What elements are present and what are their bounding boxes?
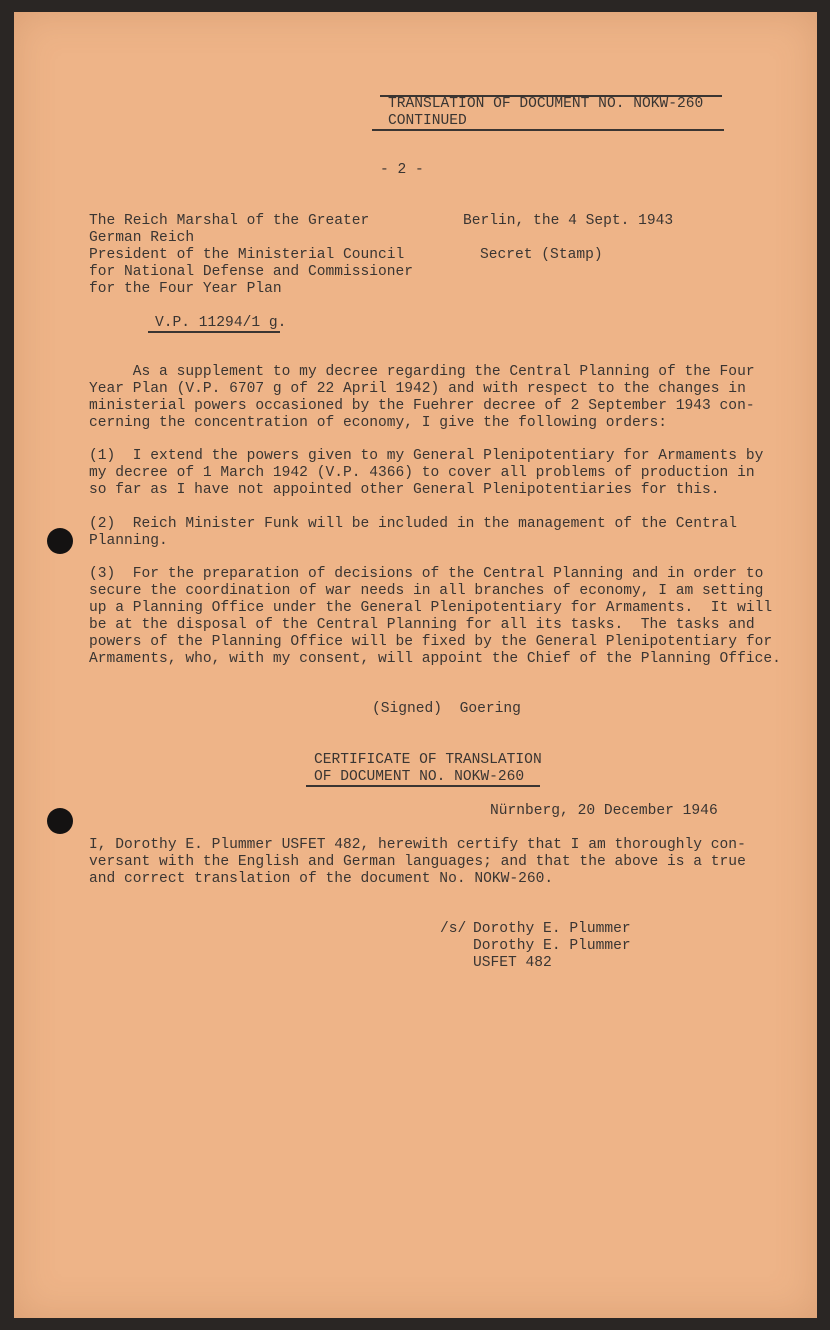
body-line: Year Plan (V.P. 6707 g of 22 April 1942) and with respect to the changes in [89, 381, 746, 397]
body-line: (1) I extend the powers given to my General Plenipotentiary for Armaments by [89, 448, 764, 464]
certificate-line: I, Dorothy E. Plummer USFET 482, herewith certify that I am thoroughly con- [89, 837, 746, 853]
certificate-line: and correct translation of the document No. NOKW-260. [89, 871, 554, 887]
classification-stamp: Secret (Stamp) [480, 247, 603, 263]
sender-line: for National Defense and Commissioner [89, 264, 414, 280]
punch-hole-lower [47, 808, 73, 834]
header-continued: CONTINUED [388, 113, 467, 129]
body-line: ministerial powers occasioned by the Fuehrer decree of 2 September 1943 con- [89, 398, 755, 414]
sender-line: for the Four Year Plan [89, 281, 282, 297]
reference-underline [148, 331, 280, 333]
page-number: - 2 - [380, 162, 424, 178]
body-line: my decree of 1 March 1942 (V.P. 4366) to cover all problems of production in [89, 465, 755, 481]
signer-line: Dorothy E. Plummer [473, 938, 631, 954]
certificate-line: versant with the English and German languages; and that the above is a true [89, 854, 746, 870]
body-line: up a Planning Office under the General Plenipotentiary for Armaments. It will [89, 600, 773, 616]
body-line: (2) Reich Minister Funk will be included in the management of the Central [89, 516, 738, 532]
body-line: cerning the concentration of economy, I give the following orders: [89, 415, 668, 431]
body-line: (3) For the preparation of decisions of the Central Planning and in order to [89, 566, 764, 582]
body-line: Planning. [89, 533, 168, 549]
body-line: As a supplement to my decree regarding the Central Planning of the Four [89, 364, 755, 380]
sender-line: German Reich [89, 230, 195, 246]
sender-line: The Reich Marshal of the Greater [89, 213, 370, 229]
header-title: TRANSLATION OF DOCUMENT NO. NOKW-260 [388, 96, 704, 112]
punch-hole-upper [47, 528, 73, 554]
certificate-underline [306, 785, 540, 787]
body-line: so far as I have not appointed other General Plenipotentiaries for this. [89, 482, 720, 498]
certificate-title: CERTIFICATE OF TRANSLATION [314, 752, 542, 768]
reference-number: V.P. 11294/1 g. [155, 315, 287, 331]
certificate-subtitle: OF DOCUMENT NO. NOKW-260 [314, 769, 525, 785]
signature-goering: (Signed) Goering [372, 701, 521, 717]
certificate-place-date: Nürnberg, 20 December 1946 [490, 803, 718, 819]
place-date: Berlin, the 4 Sept. 1943 [463, 213, 674, 229]
signer-line: USFET 482 [473, 955, 552, 971]
signer-line: Dorothy E. Plummer [473, 921, 631, 937]
body-line: Armaments, who, with my consent, will appoint the Chief of the Planning Office. [89, 651, 781, 667]
header-rule-bottom [372, 129, 724, 131]
body-line: be at the disposal of the Central Planning for all its tasks. The tasks and [89, 617, 755, 633]
body-line: powers of the Planning Office will be fixed by the General Plenipotentiary for [89, 634, 773, 650]
body-line: secure the coordination of war needs in all branches of economy, I am setting [89, 583, 764, 599]
sender-line: President of the Ministerial Council [89, 247, 405, 263]
signed-prefix: /s/ [440, 921, 467, 937]
